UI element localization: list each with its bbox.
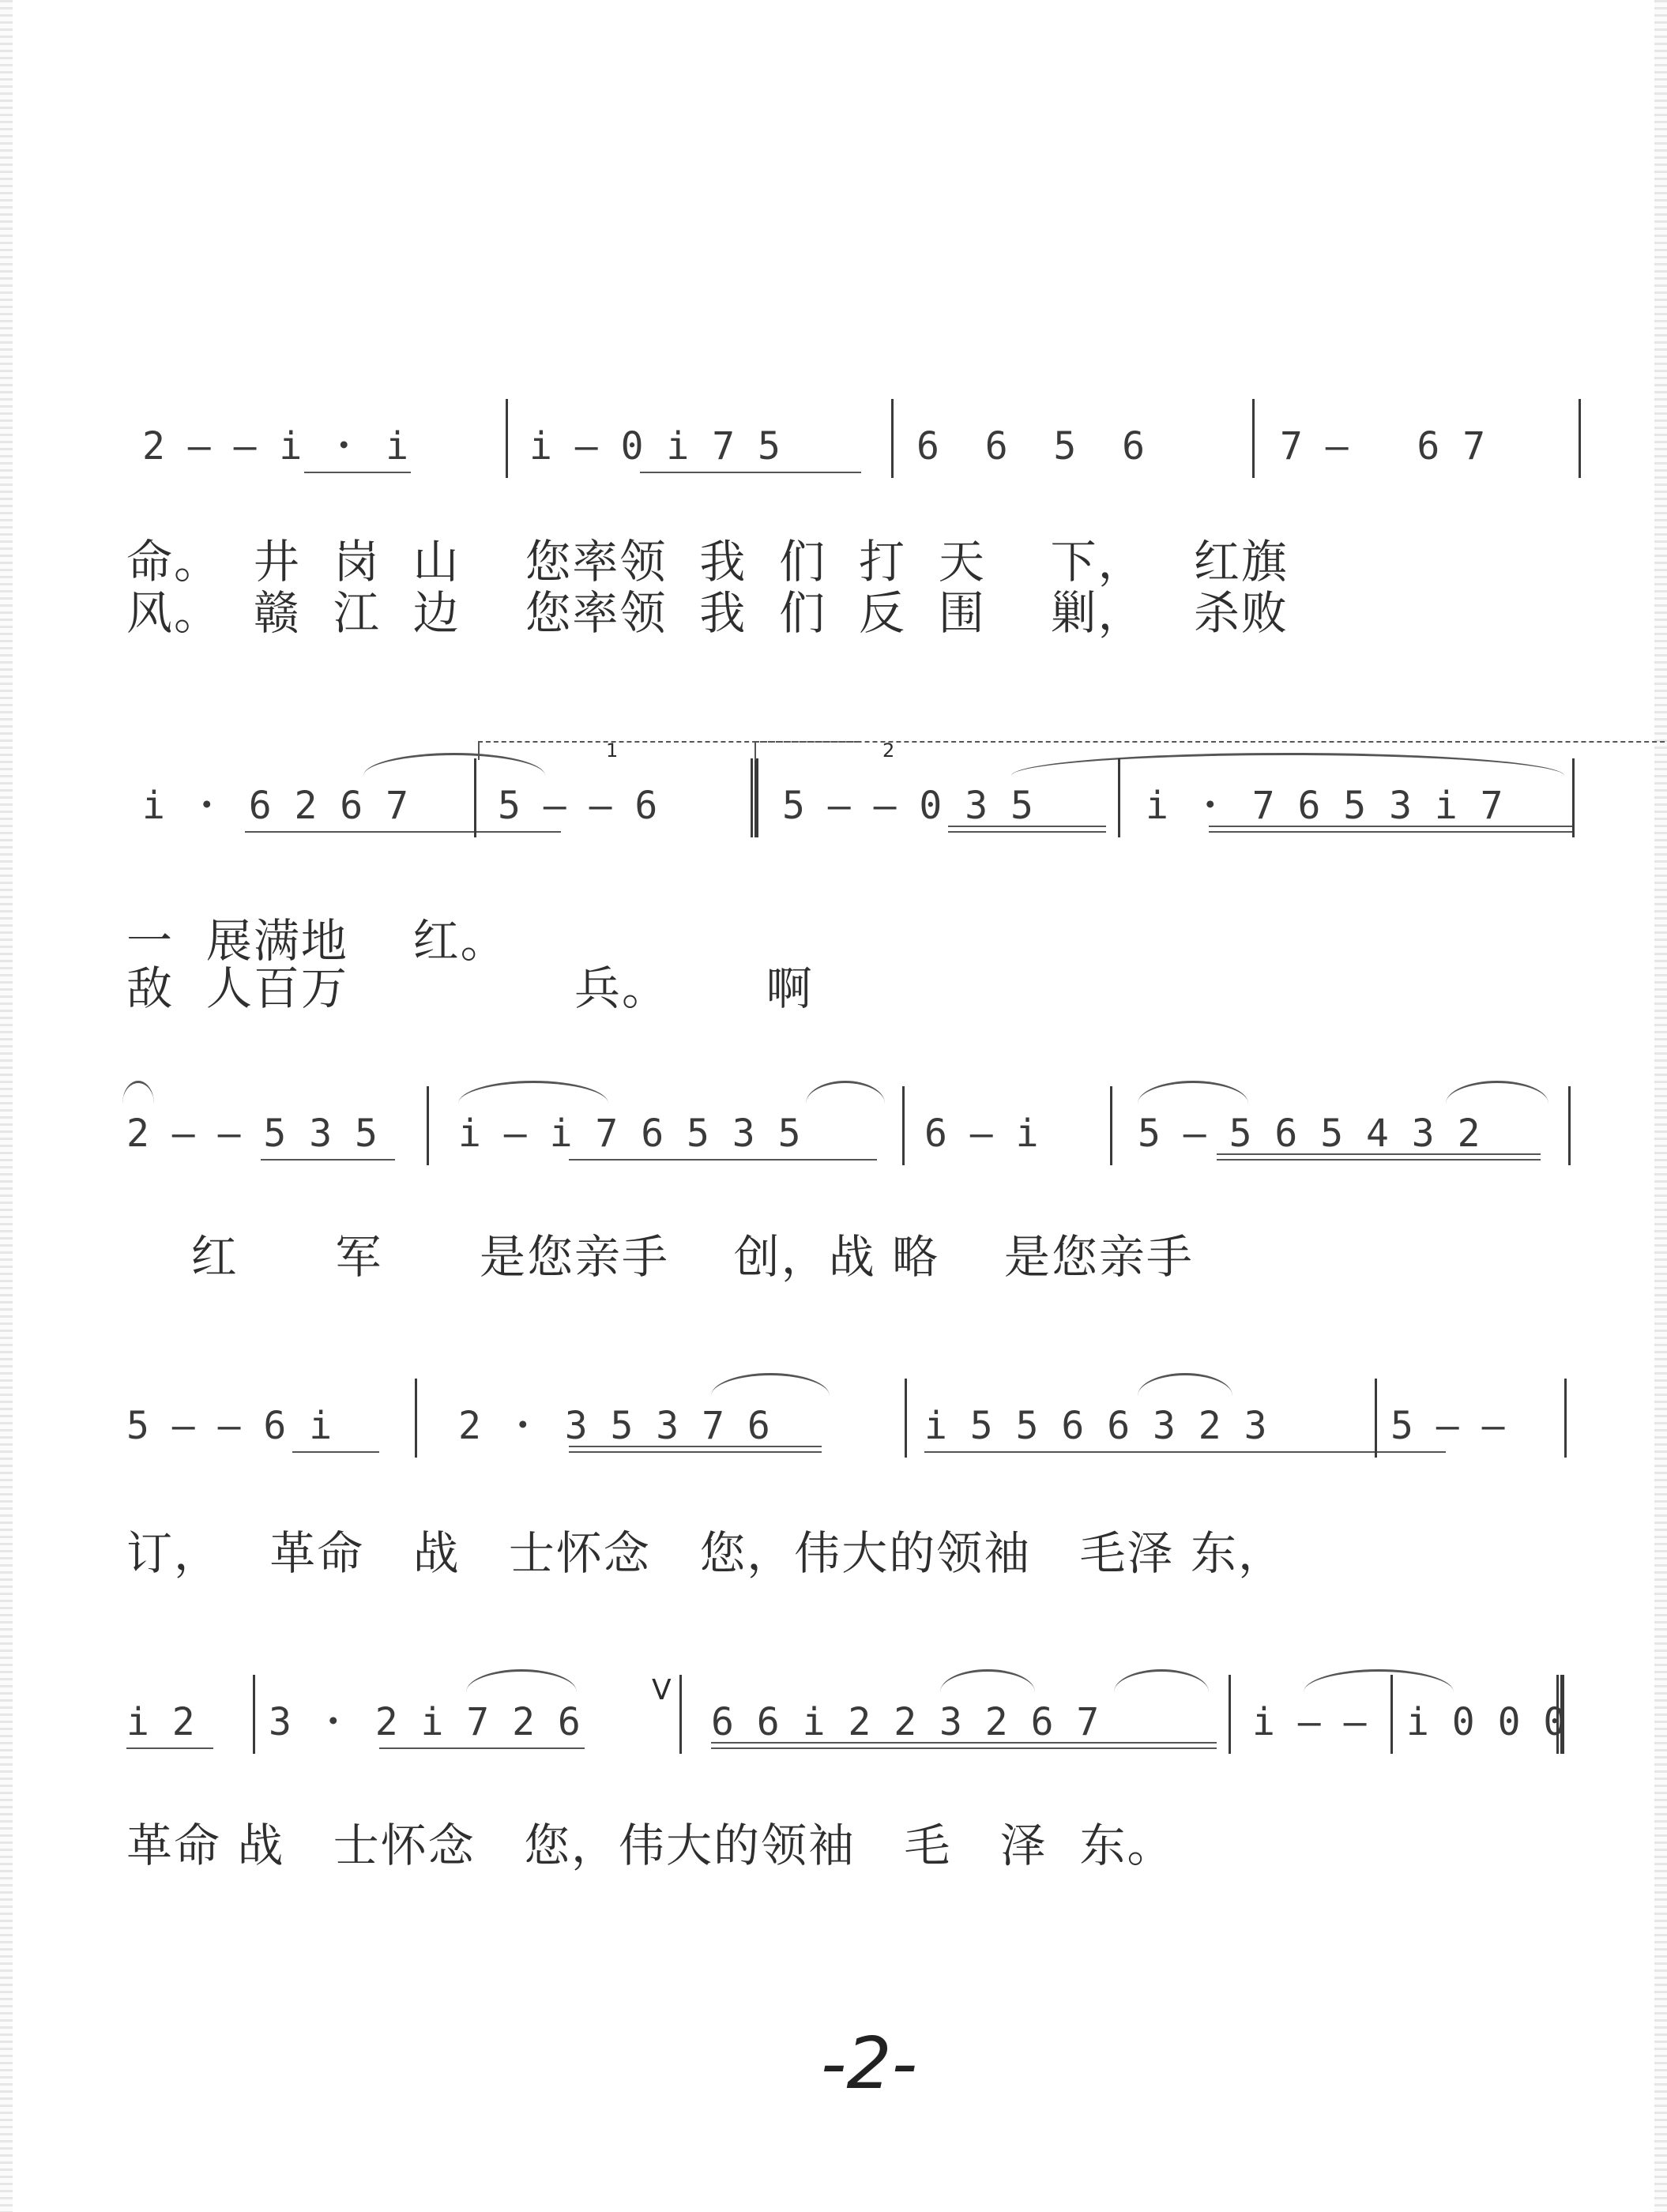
lyrics-verse-2: 敌 人百万 兵。 啊 [126,961,814,1015]
measure-notes: 3 ・ 2 i 7 2 6 [269,1700,581,1744]
measure-notes: i — 0 i 7 5 [529,424,781,468]
bar-line [1568,1086,1571,1165]
underline-beam [261,1159,395,1161]
measure-notes: 6 6 i 2 2 3 2 6 7 [711,1700,1100,1744]
bar-line [902,1086,905,1165]
bar-line [1229,1675,1231,1754]
bar-line [415,1379,417,1458]
final-bar-line [1556,1675,1564,1754]
bar-line [253,1675,255,1754]
left-binding-edge [0,0,13,2212]
slur [458,1081,608,1104]
bar-line [506,399,508,478]
measure-notes: 6 6 5 6 [916,424,1145,468]
slur [1304,1669,1454,1692]
measure-notes: i — i 7 6 5 3 5 [458,1112,801,1156]
slur [1138,1373,1232,1396]
bar-line [1579,399,1581,478]
underline-beam [379,1747,585,1749]
bar-line [427,1086,429,1165]
measure-notes: 5 — — 6 i [126,1404,333,1448]
slur [122,1081,154,1104]
underline-beam [640,472,861,473]
bar-line [905,1379,907,1458]
volta-1-bracket: 1 [478,741,859,760]
measure-notes: i 5 5 6 6 3 2 3 [924,1404,1267,1448]
measure-notes: 6 — i [924,1112,1039,1156]
underline-beam [126,1747,213,1749]
bar-line [474,758,476,837]
underline-beam [292,1451,379,1453]
right-binding-edge [1654,0,1667,2212]
measure-notes: i ・ 7 6 5 3 i 7 [1146,784,1503,828]
underline-beam [948,831,1106,833]
measure-notes: i — — [1252,1700,1367,1744]
underline-beam [711,1747,1217,1749]
underline-beam [569,1159,877,1161]
measure-notes: 5 — — [1390,1404,1505,1448]
measure-notes: 5 — — 0 3 5 [782,784,1033,828]
bar-line [1390,1675,1393,1754]
repeat-bar [751,758,758,837]
bar-line [1375,1379,1377,1458]
slur [711,1373,830,1396]
score-line-4 [126,1379,1580,1458]
bar-line [1252,399,1255,478]
lyrics-verse-1: 革命 战 士怀念 您，伟大的领袖 毛 泽 东。 [126,1819,1175,1872]
measure-notes: 5 — 5 6 5 4 3 2 [1138,1112,1481,1156]
underline-beam [1217,1159,1541,1161]
slur [940,1669,1035,1692]
bar-line [1110,1086,1112,1165]
measure-notes: 2 — — 5 3 5 [126,1112,378,1156]
measure-notes: 2 ・ 3 5 3 7 6 [458,1404,770,1448]
underline-beam [924,1451,1446,1453]
bar-line [679,1675,682,1754]
score-line-3 [126,1086,1580,1165]
volta-2-bracket: 2 [754,741,1667,760]
bar-line [1564,1379,1567,1458]
measure-notes: 7 — 6 7 [1280,424,1486,468]
lyrics-verse-1: 命。 井 岗 山 您率领 我 们 打 天 下， 红旗 [126,535,1289,589]
slur [1114,1669,1209,1692]
breath-mark: V [652,1674,672,1706]
measure-notes: i 2 [126,1700,195,1744]
score-line-1 [126,399,1580,478]
lyrics-verse-2: 风。 赣 江 边 您率领 我 们 反 围 剿， 杀败 [126,586,1289,640]
slur [806,1081,885,1104]
underline-beam [569,1451,822,1453]
measure-notes: i ・ 6 2 6 7 [142,784,408,828]
measure-notes: 2 — — i ・ i [142,424,408,468]
measure-notes: i 0 0 0 [1406,1700,1567,1744]
lyrics-verse-1: 一 展满地 红。 [126,914,508,968]
page-number: -2- [820,2022,918,2105]
slur [466,1669,577,1692]
score-line-5 [126,1675,1580,1754]
score-line-2 [126,739,1580,837]
underline-beam [304,472,411,473]
underline-beam [1209,831,1572,833]
measure-notes: 5 — — 6 [498,784,658,828]
bar-line [1572,758,1575,837]
bar-line [891,399,894,478]
lyrics-verse-1: 订， 革命 战 士怀念 您，伟大的领袖 毛泽 东， [126,1526,1285,1580]
slur [1138,1081,1248,1104]
lyrics-verse-1: 红 军 是您亲手 创，战 略 是您亲手 [126,1230,1194,1284]
underline-beam [245,831,561,833]
bar-line [1118,758,1120,837]
slur [1446,1081,1548,1104]
